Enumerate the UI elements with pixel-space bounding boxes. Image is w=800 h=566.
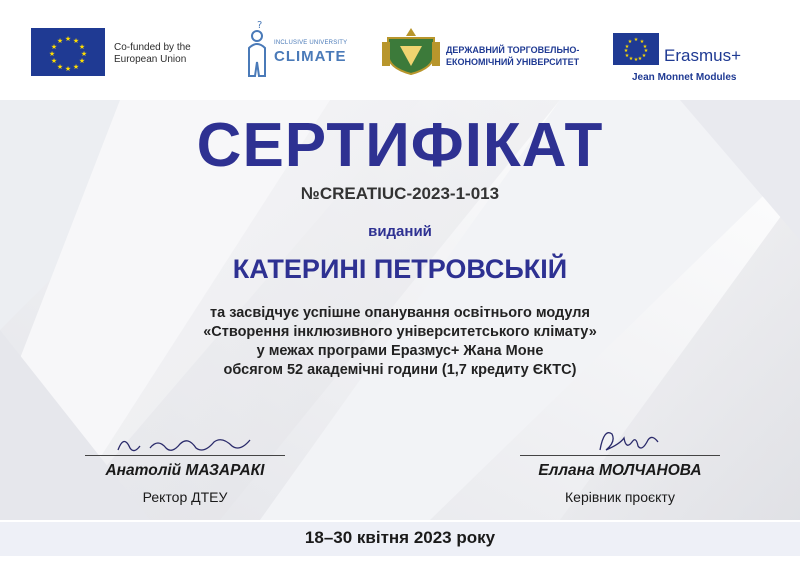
erasmus-flag-logo xyxy=(613,33,659,65)
svg-text:★: ★ xyxy=(628,56,634,62)
svg-text:★: ★ xyxy=(633,37,639,43)
right-signatory-role: Керівник проєкту xyxy=(565,489,675,505)
svg-text:★: ★ xyxy=(639,39,645,45)
svg-text:★: ★ xyxy=(624,53,630,59)
svg-text:★: ★ xyxy=(627,39,633,45)
project-lead-signature-icon xyxy=(590,420,670,460)
erasmus-logo-text: Erasmus+ xyxy=(664,46,741,65)
svg-text:★: ★ xyxy=(72,37,80,45)
svg-text:★: ★ xyxy=(624,44,630,50)
body-line: та засвідчує успішне опанування освітнього модуля xyxy=(210,305,590,321)
left-signatory-role: Ректор ДТЕУ xyxy=(142,489,228,505)
body-line: у межах програми Еразмус+ Жана Моне xyxy=(256,343,544,359)
body-line: обсягом 52 академічні години (1,7 кредиту ЄКТС) xyxy=(223,362,577,378)
svg-text:★: ★ xyxy=(642,44,648,50)
climate-subtitle: INCLUSIVE UNIVERSITY xyxy=(274,40,348,46)
university-name-line2: ЕКОНОМІЧНИЙ УНІВЕРСИТЕТ xyxy=(446,57,580,67)
svg-text:★: ★ xyxy=(623,48,629,54)
svg-text:★: ★ xyxy=(50,43,58,51)
recipient-name: КАТЕРИНІ ПЕТРОВСЬКІЙ xyxy=(232,254,568,284)
svg-text:★: ★ xyxy=(643,48,649,54)
svg-text:★: ★ xyxy=(641,53,647,59)
svg-text:?: ? xyxy=(257,20,263,31)
right-signature-line xyxy=(520,455,720,456)
rector-signature-icon xyxy=(110,428,260,458)
eu-caption-line1: Co-funded by the xyxy=(114,42,191,53)
certificate-date: 18–30 квітня 2023 року xyxy=(304,528,496,547)
left-signature-line xyxy=(85,455,285,456)
svg-text:★: ★ xyxy=(64,35,72,43)
certificate-body xyxy=(0,304,800,380)
svg-text:★: ★ xyxy=(48,50,56,58)
left-signatory-name: Анатолій МАЗАРАКІ xyxy=(105,462,265,479)
climate-title: CLIMATE xyxy=(274,48,347,65)
certificate-title: СЕРТИФІКАТ xyxy=(196,111,604,180)
svg-text:★: ★ xyxy=(633,57,639,63)
stars-icon xyxy=(613,33,659,65)
eu-flag-logo xyxy=(31,28,105,76)
eu-caption-line2: European Union xyxy=(114,54,187,65)
svg-text:★: ★ xyxy=(50,57,58,65)
issued-label: виданий xyxy=(368,223,432,240)
svg-text:★: ★ xyxy=(80,50,88,58)
svg-text:★: ★ xyxy=(78,43,86,51)
eu-caption xyxy=(114,42,224,66)
body-line: «Створення інклюзивного університетського клімату» xyxy=(203,324,597,340)
svg-text:★: ★ xyxy=(72,63,80,71)
jean-monnet-caption: Jean Monnet Modules xyxy=(632,72,737,83)
certificate-number: №CREATIUC-2023-1-013 xyxy=(300,184,500,203)
svg-text:★: ★ xyxy=(78,57,86,65)
svg-text:★: ★ xyxy=(637,56,643,62)
svg-text:★: ★ xyxy=(64,65,72,73)
stars-icon xyxy=(31,28,105,76)
university-crest-icon xyxy=(380,24,442,76)
svg-text:★: ★ xyxy=(56,63,64,71)
university-name xyxy=(446,44,596,68)
right-signatory-name: Еллана МОЛЧАНОВА xyxy=(538,462,702,479)
svg-text:★: ★ xyxy=(56,37,64,45)
university-name-line1: ДЕРЖАВНИЙ ТОРГОВЕЛЬНО- xyxy=(446,45,580,55)
